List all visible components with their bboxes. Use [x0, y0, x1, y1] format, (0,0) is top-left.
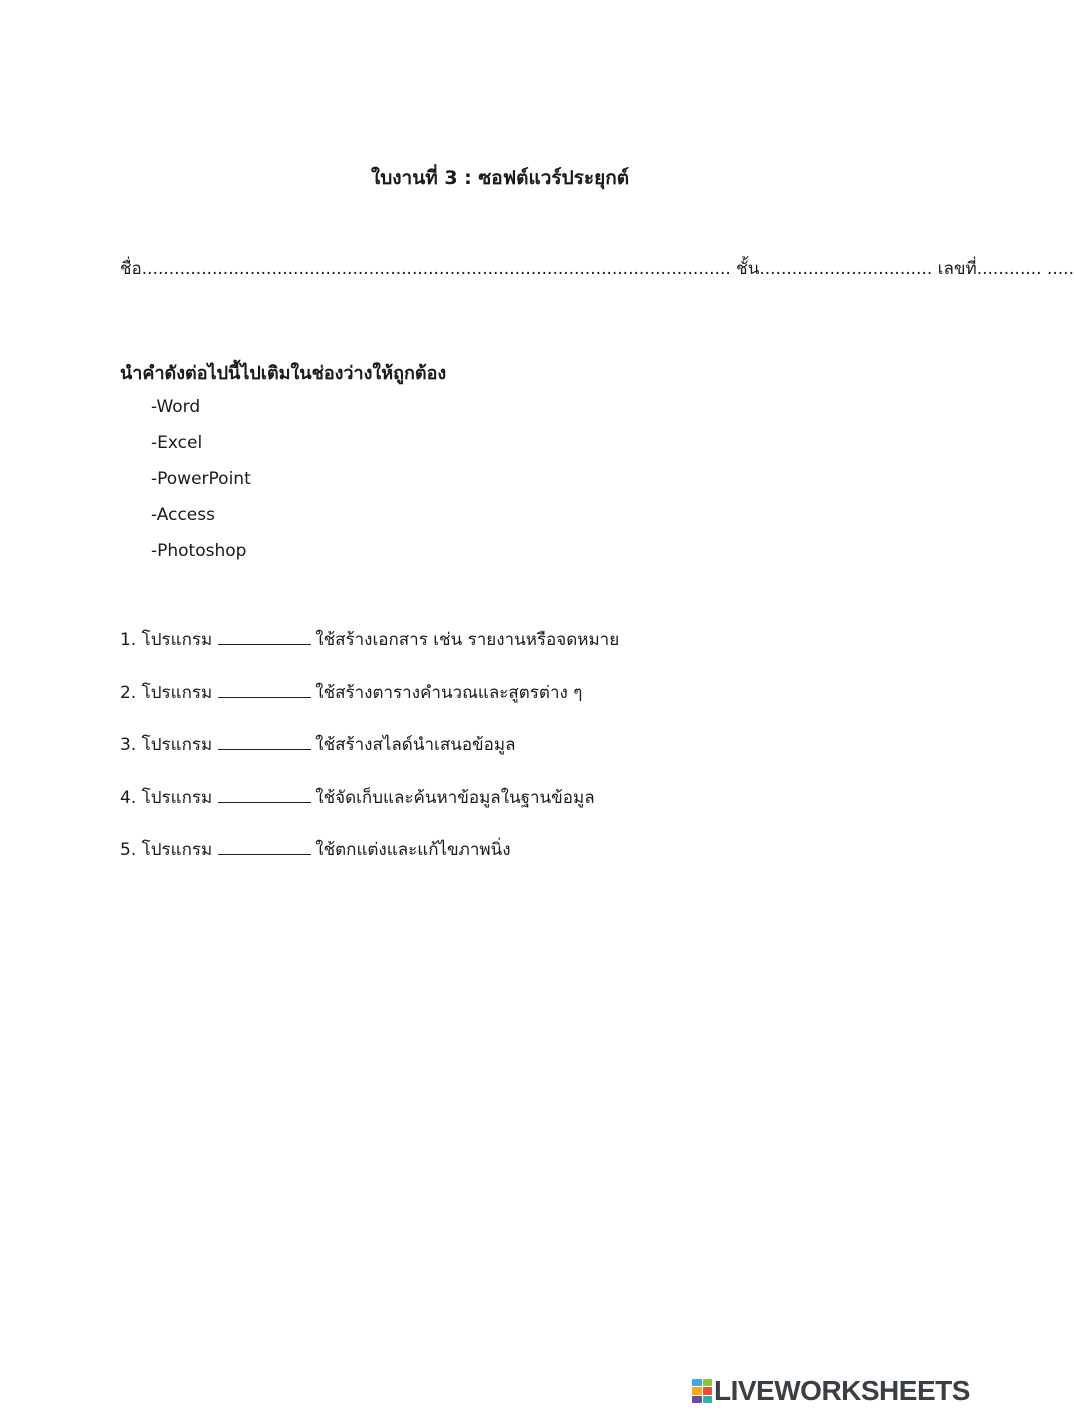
- question-prefix: 5. โปรแกรม: [120, 840, 213, 860]
- question-item: [120, 731, 619, 784]
- question-prefix: 2. โปรแกรม: [120, 682, 213, 703]
- answer-blank[interactable]: [218, 626, 311, 645]
- word-bank-item: -PowerPoint: [151, 469, 251, 489]
- question-item: [120, 836, 619, 889]
- question-prefix: 4. โปรแกรม: [120, 787, 213, 808]
- question-suffix: ใช้สร้างเอกสาร เช่น รายงานหรือจดหมาย: [315, 630, 620, 650]
- question-item: [120, 626, 619, 679]
- answer-blank[interactable]: [218, 836, 311, 855]
- question-item: [120, 679, 619, 732]
- logo-icon: [692, 1379, 712, 1403]
- question-suffix: ใช้สร้างสไลด์นำเสนอข้อมูล: [315, 735, 516, 755]
- question-suffix: ใช้จัดเก็บและค้นหาข้อมูลในฐานข้อมูล: [315, 787, 595, 808]
- question-prefix: 3. โปรแกรม: [120, 735, 213, 755]
- word-bank-item: -Excel: [151, 433, 203, 453]
- instruction-heading: นำคำดังต่อไปนี้ไปเติมในช่องว่างให้ถูกต้อง: [120, 363, 447, 384]
- answer-blank[interactable]: [218, 731, 311, 750]
- word-bank-item: -Word: [151, 397, 201, 417]
- question-suffix: ใช้สร้างตารางคำนวณและสูตรต่าง ๆ: [315, 682, 583, 703]
- worksheet-title: ใบงานที่ 3 : ซอฟต์แวร์ประยุกต์: [370, 167, 630, 189]
- student-info-line: ชื่อ............................................................................................................. ชั้น................................ เลขที่............ .....: [120, 259, 1074, 279]
- word-bank-item: -Photoshop: [151, 541, 247, 561]
- word-bank-item: -Access: [151, 505, 215, 525]
- answer-blank[interactable]: [218, 679, 311, 698]
- question-item: [120, 784, 619, 837]
- question-suffix: ใช้ตกแต่งและแก้ไขภาพนิ่ง: [315, 840, 511, 860]
- logo-text: LIVEWORKSHEETS: [714, 1375, 970, 1406]
- answer-blank[interactable]: [218, 784, 311, 803]
- question-prefix: 1. โปรแกรม: [120, 630, 213, 650]
- liveworksheets-logo: [692, 1376, 970, 1406]
- word-bank: [151, 396, 251, 576]
- question-list: [120, 626, 619, 889]
